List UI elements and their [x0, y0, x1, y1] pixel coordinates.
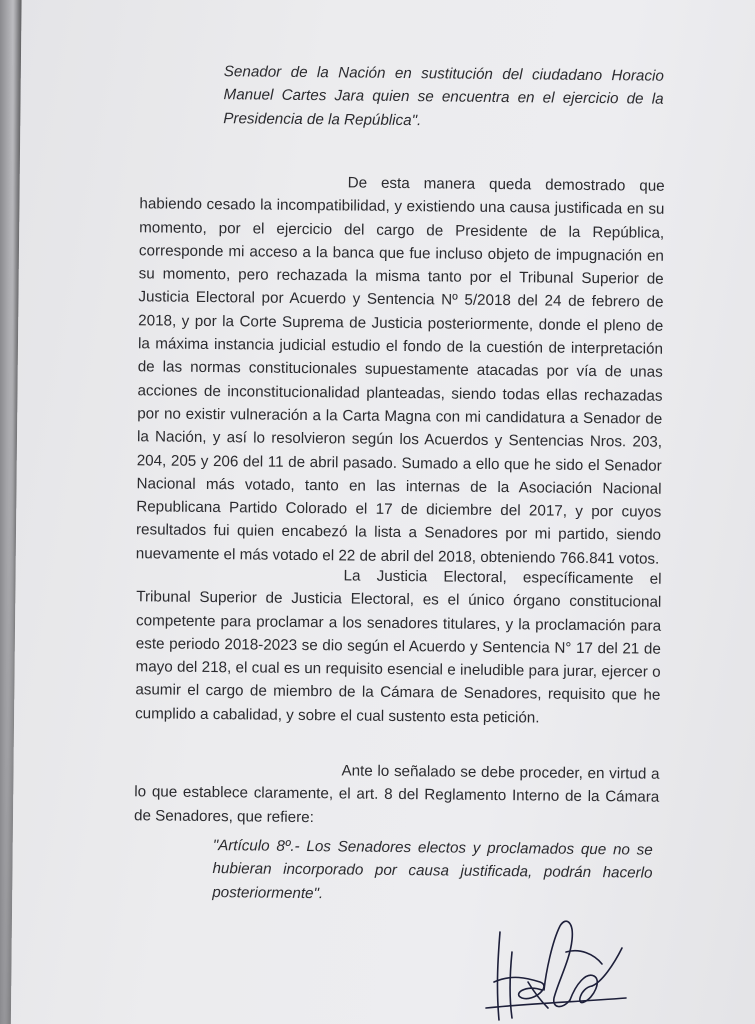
handwritten-signature: [482, 912, 632, 1024]
paragraph-2: [135, 562, 662, 731]
top-quote: [223, 60, 664, 134]
paragraph-1: [136, 169, 665, 571]
article-quote-text: "Artículo 8º.- Los Senadores electos y proclamados que no se hubieran incorporado por causa justificada, podrán hacerlo posteriormente".: [212, 837, 653, 902]
paragraph-1-text: De esta manera queda demostrado que habiendo cesado la incompatibilidad, y existiendo una causa justificada en su momento, por el ejercicio del cargo de Presidente de la República, corresponde mi acceso a la banca que fue incluso objeto de impugnación en su momento, pero rechazada la misma tanto por el Tribunal Superior de Justicia Electoral por Acuerdo y Sentencia Nº 5/2018 del 24 de febrero de 2018, y por la Corte Suprema de Justicia posteriormente, donde el pleno de la máxima instancia judicial estudio el fondo de la cuestión de interpretación de las normas constitucionales supuestamente atacadas por vía de unas acciones de inconstitucionalidad planteadas, siendo todas ellas rechazadas por no existir vulneración a la Carta Magna con mi candidatura a Senador de la Nación, y así lo resolvieron según los Acuerdos y Sentencias Nros. 203, 204, 205 y 206 del 11 de abril pasado. Sumado a ello que he sido el Senador Nacional más votado, tanto en las internas de la Asociación Nacional Republicana Partido Colorado el 17 de diciembre del 2017, y por cuyos resultados fui quien encabezó la lista a Senadores por mi partido, siendo nuevamente el más votado el 22 de abril del 2018, obteniendo 766.841 votos.: [135, 174, 665, 568]
paragraph-3: [134, 757, 660, 832]
article-quote: [212, 834, 653, 908]
paragraph-3-text: Ante lo señalado se debe proceder, en virtud a lo que establece claramente, el art. 8 del Reglamento Interno de la Cámara de Senadores, que refiere:: [133, 762, 660, 826]
paragraph-2-text: La Justicia Electoral, específicamente el Tribunal Superior de Justicia Electoral, es el único órgano constitucional competente para proclamar a los senadores titulares, y la proclamación para este periodo 2018-2023 se dio según el Acuerdo y Sentencia N° 17 del 21 de mayo del 218, el cual es un requisito esencial e ineludible para jurar, ejercer o asumir el cargo de miembro de la Cámara de Senadores, requisito que he cumplido a cabalidad, y sobre el cual sustento esta petición.: [135, 567, 662, 727]
top-quote-text: Senador de la Nación en sustitución del ciudadano Horacio Manuel Cartes Jara quien se encuentra en el ejercicio de la Presidencia de la República".: [223, 63, 664, 129]
document-page: [11, 0, 755, 1024]
